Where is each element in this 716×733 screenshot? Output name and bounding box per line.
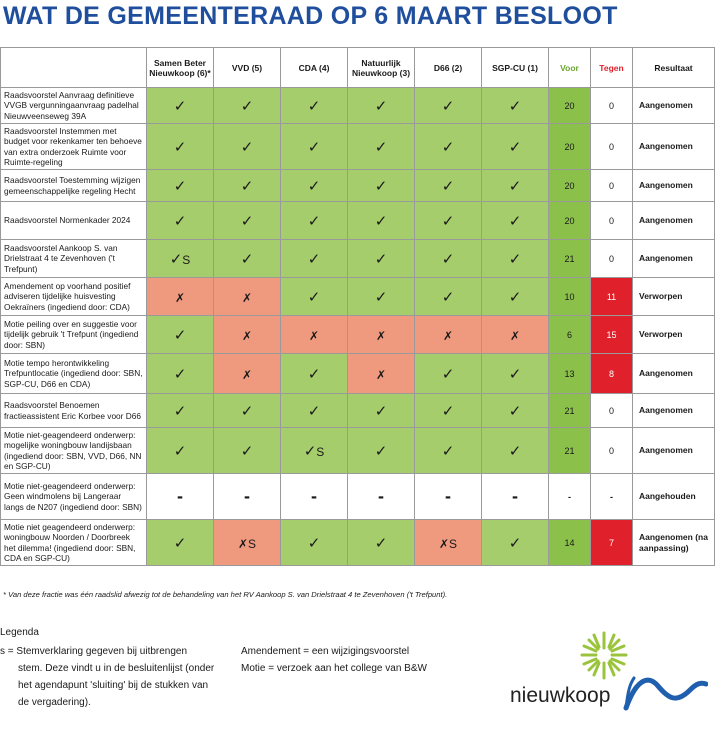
vote-yes-icon: ✓ [415, 124, 482, 170]
vote-yes-icon: ✓ [147, 394, 214, 428]
vote-yes-icon: ✓ [482, 88, 549, 124]
result-label: Verworpen [633, 316, 715, 354]
header-party: CDA (4) [281, 48, 348, 88]
header-party: VVD (5) [214, 48, 281, 88]
table-row [1, 354, 715, 394]
vote-no-icon: ✗ [348, 316, 415, 354]
result-label: Aangehouden [633, 474, 715, 520]
tegen-count: 0 [591, 240, 633, 278]
vote-yes-icon: ✓ [415, 202, 482, 240]
vote-yes-icon: ✓ [281, 520, 348, 566]
vote-yes-icon: ✓ [214, 394, 281, 428]
vote-yes-icon: ✓ [482, 240, 549, 278]
table-row [1, 88, 715, 124]
legend-definitions [241, 643, 427, 677]
vote-yes-icon: ✓ [348, 202, 415, 240]
vote-yes-icon: ✓ [348, 240, 415, 278]
vote-no-icon: ✗ [415, 316, 482, 354]
vote-yes-icon: ✓ [147, 202, 214, 240]
motion-title: Motie tempo herontwikkeling Trefpuntlocatie (ingediend door: SBN, SGP-CU, D66 en CDA) [1, 354, 147, 394]
header-party: D66 (2) [415, 48, 482, 88]
motion-title: Raadsvoorstel Aankoop S. van Drielstraat 4 te Zevenhoven ('t Trefpunt) [1, 240, 147, 278]
footnote: * Van deze fractie was één raadslid afwezig tot de behandeling van het RV Aankoop S. van Drielstraat 4 te Zevenhoven ('t Trefpunt). [3, 590, 448, 599]
legend-s [0, 643, 232, 711]
vote-yes-icon: ✓ [482, 428, 549, 474]
tegen-count: 11 [591, 278, 633, 316]
motion-title: Amendement op voorhand positief adviseren tijdelijke huisvesting Oekraïners (ingediend door: CDA) [1, 278, 147, 316]
table-header-row [1, 48, 715, 88]
legend-s-line: s = Stemverklaring gegeven bij uitbrengen [0, 646, 188, 657]
result-label: Aangenomen [633, 170, 715, 202]
vote-dash-icon: - [147, 474, 214, 520]
voor-count: 20 [549, 170, 591, 202]
vote-yes-icon: ✓ [147, 124, 214, 170]
table-row [1, 520, 715, 566]
voor-count: 10 [549, 278, 591, 316]
voor-count: - [549, 474, 591, 520]
vote-no-icon: ✗ [147, 278, 214, 316]
motion-title: Motie niet geagendeerd onderwerp: woningbouw Noorden / Doorbreek het dilemma! (ingediend door: SBN, CDA en SGP-CU) [1, 520, 147, 566]
motion-title: Raadsvoorstel Instemmen met budget voor rekenkamer ten behoeve van extra onderzoek Ruimte voor Ruimte-regeling [1, 124, 147, 170]
table-row [1, 278, 715, 316]
logo-flower-icon [582, 633, 626, 678]
vote-yes-icon: ✓ [415, 170, 482, 202]
vote-yes-icon: ✓ [348, 520, 415, 566]
motion-title: Raadsvoorstel Toestemming wijzigen gemeenschappelijke regeling Hecht [1, 170, 147, 202]
table-row [1, 316, 715, 354]
vote-yes-icon: ✓ [482, 394, 549, 428]
vote-yes-icon: ✓ [415, 428, 482, 474]
legend-s-line: de vergadering). [18, 697, 91, 708]
table-row [1, 240, 715, 278]
vote-yes-icon: ✓ [147, 170, 214, 202]
header-tegen: Tegen [591, 48, 633, 88]
voor-count: 20 [549, 202, 591, 240]
vote-yes-icon: ✓ [147, 354, 214, 394]
vote-no-icon: ✗ [348, 354, 415, 394]
vote-yes-icon: ✓ [415, 240, 482, 278]
voor-count: 21 [549, 394, 591, 428]
vote-no-icon: ✗ [214, 354, 281, 394]
logo-text: nieuwkoop [510, 684, 611, 707]
vote-yes-icon: ✓ [281, 394, 348, 428]
stemverklaring-mark: S [182, 252, 191, 267]
vote-no-icon: ✗ [281, 316, 348, 354]
vote-yes-icon: ✓ [482, 354, 549, 394]
voor-count: 13 [549, 354, 591, 394]
stemverklaring-mark: S [248, 536, 257, 551]
vote-yes-icon: ✓ [482, 202, 549, 240]
result-label: Verworpen [633, 278, 715, 316]
table-row [1, 474, 715, 520]
vote-dash-icon: - [281, 474, 348, 520]
vote-yes-icon: ✓ [415, 354, 482, 394]
vote-yes-icon: ✓ [348, 394, 415, 428]
vote-yes-icon: ✓ [482, 124, 549, 170]
vote-yes-icon: ✓ [482, 170, 549, 202]
table-row [1, 170, 715, 202]
vote-yes-icon: ✓ [348, 124, 415, 170]
vote-yes-icon: ✓ [348, 428, 415, 474]
vote-yes-icon: ✓ [281, 354, 348, 394]
vote-yes-icon: ✓ [281, 202, 348, 240]
vote-yes-icon: ✓ [214, 202, 281, 240]
motion-title: Motie peiling over en suggestie voor tijdelijk gebruik 't Trefpunt (ingediend door: SBN) [1, 316, 147, 354]
table-row [1, 202, 715, 240]
stemverklaring-mark: S [449, 536, 458, 551]
header-motion [1, 48, 147, 88]
legend-amendement: Amendement = een wijzigingsvoorstel [241, 646, 410, 657]
tegen-count: 0 [591, 394, 633, 428]
result-label: Aangenomen [633, 240, 715, 278]
legend-s-line: stem. Deze vindt u in de besluitenlijst (onder [18, 663, 215, 674]
tegen-count: - [591, 474, 633, 520]
legend-motie: Motie = verzoek aan het college van B&W [241, 663, 427, 674]
vote-no-icon: ✗ [214, 278, 281, 316]
vote-yes-icon: ✓ [415, 394, 482, 428]
header-party: Samen Beter Nieuwkoop (6)* [147, 48, 214, 88]
motion-title: Raadsvoorstel Aanvraag definitieve VVGB vergunningaanvraag padelhal Nieuwveenseweg 39A [1, 88, 147, 124]
tegen-count: 7 [591, 520, 633, 566]
vote-yes-icon: ✓ [482, 278, 549, 316]
vote-yes-icon: ✓ [281, 240, 348, 278]
result-label: Aangenomen [633, 354, 715, 394]
result-label: Aangenomen (na aanpassing) [633, 520, 715, 566]
vote-dash-icon: - [415, 474, 482, 520]
vote-yes-icon: ✓ [348, 170, 415, 202]
header-party: Natuurlijk Nieuwkoop (3) [348, 48, 415, 88]
vote-yes-icon: ✓ [482, 520, 549, 566]
logo-wave-icon [626, 680, 706, 708]
vote-no-icon: ✗ [482, 316, 549, 354]
table-row [1, 394, 715, 428]
vote-dash-icon: - [214, 474, 281, 520]
motion-title: Motie niet-geagendeerd onderwerp: mogelijke woningbouw landijsbaan (ingediend door: SBN, VVD, D66, NN en SGP-CU) [1, 428, 147, 474]
voor-count: 14 [549, 520, 591, 566]
vote-dash-icon: - [482, 474, 549, 520]
vote-yes-icon: ✓ [281, 88, 348, 124]
vote-no-icon: ✗S [415, 520, 482, 566]
motion-title: Raadsvoorstel Benoemen fractieassistent Eric Korbee voor D66 [1, 394, 147, 428]
vote-yes-icon: ✓ [281, 124, 348, 170]
vote-yes-icon: ✓ [348, 278, 415, 316]
motion-title: Raadsvoorstel Normenkader 2024 [1, 202, 147, 240]
vote-yes-icon: ✓ [214, 240, 281, 278]
tegen-count: 0 [591, 428, 633, 474]
legend-title: Legenda [0, 627, 39, 638]
vote-yes-icon: ✓ [281, 170, 348, 202]
result-label: Aangenomen [633, 124, 715, 170]
vote-no-icon: ✗ [214, 316, 281, 354]
legend-s-line: het agendapunt 'sluiting' bij de stukken van [18, 680, 209, 691]
vote-yes-icon: ✓ [214, 124, 281, 170]
votes-table [0, 47, 715, 566]
vote-yes-icon: ✓ [147, 428, 214, 474]
vote-yes-icon: ✓S [281, 428, 348, 474]
result-label: Aangenomen [633, 202, 715, 240]
voor-count: 20 [549, 88, 591, 124]
vote-no-icon: ✗S [214, 520, 281, 566]
tegen-count: 0 [591, 170, 633, 202]
vote-yes-icon: ✓ [281, 278, 348, 316]
vote-yes-icon: ✓ [147, 520, 214, 566]
table-row [1, 428, 715, 474]
voor-count: 21 [549, 240, 591, 278]
vote-dash-icon: - [348, 474, 415, 520]
vote-yes-icon: ✓ [214, 170, 281, 202]
header-party: SGP-CU (1) [482, 48, 549, 88]
voor-count: 21 [549, 428, 591, 474]
motion-title: Motie niet-geagendeerd onderwerp: Geen windmolens bij Langeraar langs de N207 (ingediend door: SBN) [1, 474, 147, 520]
vote-yes-icon: ✓ [214, 428, 281, 474]
tegen-count: 0 [591, 124, 633, 170]
vote-yes-icon: ✓ [147, 88, 214, 124]
vote-yes-icon: ✓ [415, 88, 482, 124]
vote-yes-icon: ✓ [348, 88, 415, 124]
tegen-count: 0 [591, 202, 633, 240]
header-voor: Voor [549, 48, 591, 88]
vote-yes-icon: ✓ [147, 316, 214, 354]
voor-count: 20 [549, 124, 591, 170]
header-resultaat: Resultaat [633, 48, 715, 88]
result-label: Aangenomen [633, 88, 715, 124]
tegen-count: 8 [591, 354, 633, 394]
stemverklaring-mark: S [316, 444, 325, 459]
result-label: Aangenomen [633, 428, 715, 474]
tegen-count: 0 [591, 88, 633, 124]
result-label: Aangenomen [633, 394, 715, 428]
page-title: WAT DE GEMEENTERAAD OP 6 MAART BESLOOT [3, 2, 618, 30]
vote-yes-icon: ✓ [415, 278, 482, 316]
table-row [1, 124, 715, 170]
tegen-count: 15 [591, 316, 633, 354]
voor-count: 6 [549, 316, 591, 354]
vote-yes-icon: ✓S [147, 240, 214, 278]
vote-yes-icon: ✓ [214, 88, 281, 124]
